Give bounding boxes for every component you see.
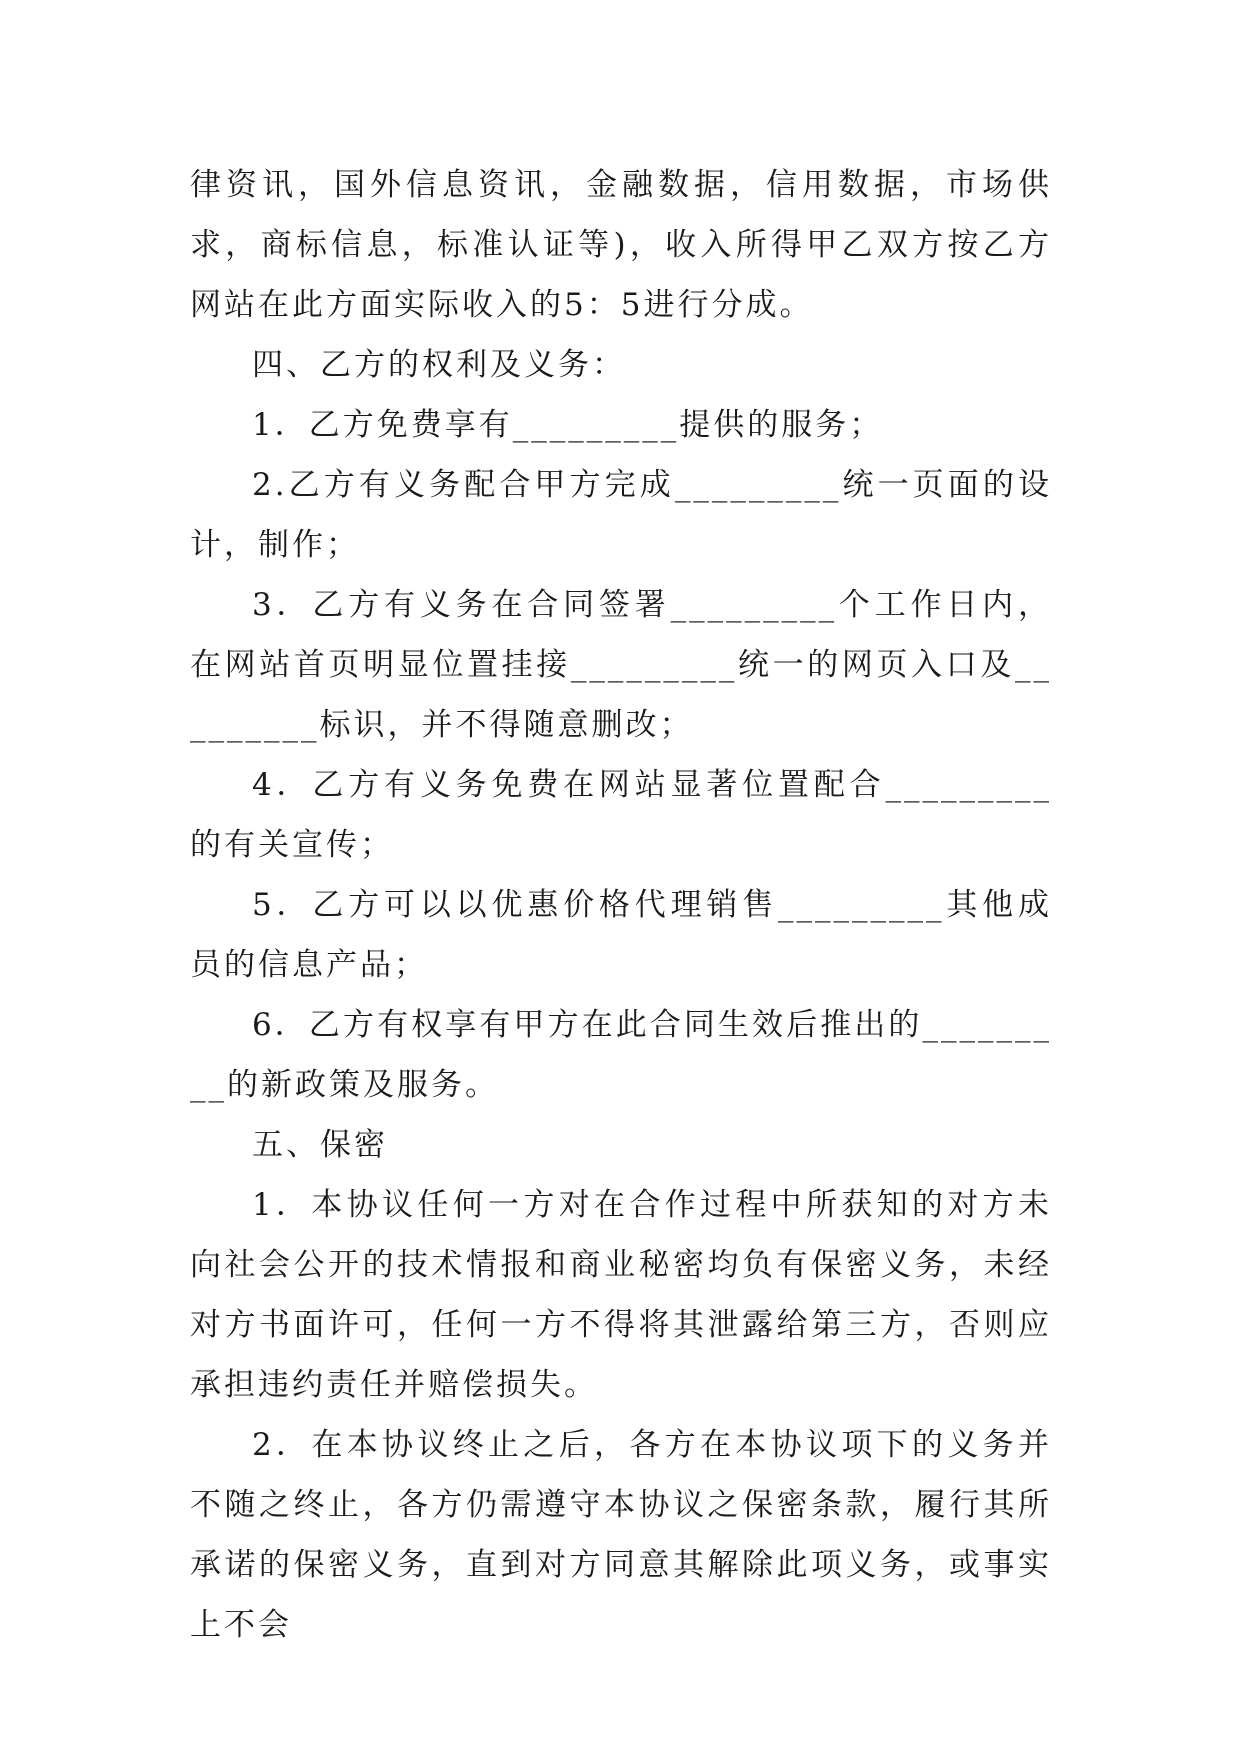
paragraph-continuation: 律资讯，国外信息资讯，金融数据，信用数据，市场供求，商标信息，标准认证等)，收入所得甲乙双方按乙方网站在此方面实际收入的5：5进行分成。	[190, 167, 1052, 323]
clause-4-5: 5．乙方可以以优惠价格代理销售_________其他成员的信息产品；	[190, 887, 1052, 983]
document-body	[190, 155, 1052, 1655]
clause-4-2: 2.乙方有义务配合甲方完成_________统一页面的设计，制作；	[190, 467, 1052, 563]
clause-5-1: 1．本协议任何一方对在合作过程中所获知的对方未向社会公开的技术情报和商业秘密均负有保密义务，未经对方书面许可，任何一方不得将其泄露给第三方，否则应承担违约责任并赔偿损失。	[190, 1187, 1052, 1403]
clause-4-1: 1．乙方免费享有_________提供的服务；	[252, 407, 884, 443]
clause-4-4: 4．乙方有义务免费在网站显著位置配合_________的有关宣传；	[190, 767, 1052, 863]
clause-5-2: 2．在本协议终止之后，各方在本协议项下的义务并不随之终止，各方仍需遵守本协议之保密条款，履行其所承诺的保密义务，直到对方同意其解除此项义务，或事实上不会	[190, 1427, 1052, 1643]
clause-4-3: 3．乙方有义务在合同签署_________个工作日内，在网站首页明显位置挂接_________统一的网页入口及_________标识，并不得随意删改；	[190, 587, 1052, 743]
clause-4-6: 6．乙方有权享有甲方在此合同生效后推出的_________的新政策及服务。	[190, 1007, 1052, 1103]
section-heading-party-b-rights: 四、乙方的权利及义务：	[252, 347, 626, 383]
section-heading-confidentiality: 五、保密	[252, 1127, 388, 1163]
